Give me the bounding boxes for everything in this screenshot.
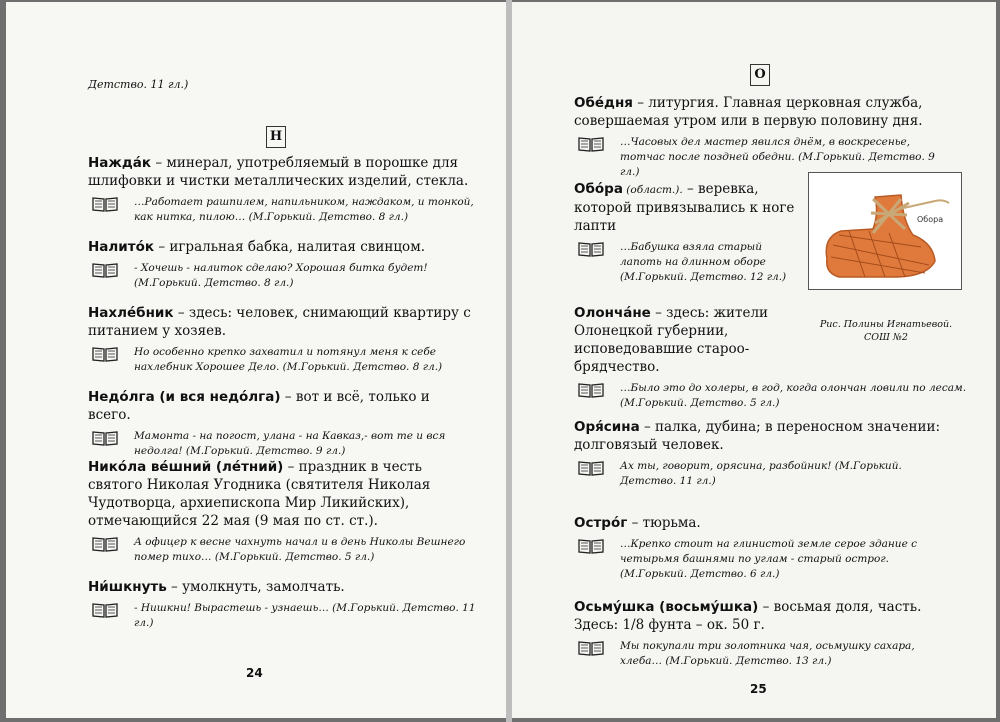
entry-term: Обе́дня [574, 95, 633, 111]
dictionary-entry [88, 458, 476, 565]
book-icon [92, 196, 118, 212]
entry-quote: …Часовых дел мастер явился днём, в воскресенье, тотчас после поздней обедни. (М.Горький. Детство. 9 гл.) [620, 136, 935, 178]
dictionary-entry [88, 238, 476, 291]
dictionary-entry [88, 304, 476, 375]
entry-term: Недо́лга (и вся недо́лга) [88, 389, 281, 405]
entry-definition: – праздник в честь святого Николая Угодника (святителя Николая Чудотворца, архиепископа Мир Ликийских), отмечающийся 22 мая (9 мая по ст. ст.). [88, 459, 431, 529]
page-number: 25 [750, 682, 767, 696]
entry-definition: – здесь: жители Олонецкой губернии, исповедовавшие старообрядчество. [574, 305, 769, 375]
illustration-caption: Рис. Полины Игнатьевой. СОШ №2 [819, 319, 953, 343]
dictionary-entry [88, 388, 476, 459]
dictionary-entry [88, 578, 476, 631]
book-icon [92, 346, 118, 362]
entry-quote: Мы покупали три золотника чая, осьмушку сахара, хлеба… (М.Горький. Детство. 13 гл.) [620, 640, 915, 667]
dictionary-entry [574, 94, 952, 180]
entry-definition: – здесь: человек, снимающий квартиру с питанием у хозяев. [88, 305, 471, 339]
dictionary-entry [88, 154, 476, 225]
entry-quote: А офицер к весне чахнуть начал и в день Николы Вешнего помер тихо… (М.Горький. Детство. 5 гл.) [134, 536, 466, 563]
book-icon [578, 640, 604, 656]
book-icon [92, 536, 118, 552]
entry-quote: - Нишкни! Вырастешь - узнаешь… (М.Горький. Детство. 11 гл.) [134, 602, 476, 629]
entry-definition: – веревка, которой привязывались к ноге лапти [574, 181, 795, 234]
entry-term: Ни́шкнуть [88, 579, 167, 595]
entry-definition: – минерал, употребляемый в порошке для шлифовки и чистки металлических изделий, стекла. [88, 155, 469, 189]
entry-quote: Но особенно крепко захватил и потянул меня к себе нахлебник Хорошее Дело. (М.Горький. Детство. 8 гл.) [134, 346, 443, 373]
entry-quote: …Работает рашпилем, напильником, наждаком, и тонкой, как нитка, пилою… (М.Горький. Детство. 8 гл.) [134, 196, 474, 223]
bast-shoe-illustration [808, 172, 962, 290]
book-icon [578, 460, 604, 476]
book-icon [578, 136, 604, 152]
page-number: 24 [246, 666, 263, 680]
entry-definition: – вот и всё, только и всего. [88, 389, 430, 423]
entry-definition: – умолкнуть, замолчать. [166, 579, 345, 595]
entry-term: Нахле́бник [88, 305, 174, 321]
letter-heading: О [750, 64, 770, 86]
entry-definition: – литургия. Главная церковная служба, совершаемая утром или в первую половину дня. [574, 95, 923, 129]
entry-note: (област.). [622, 184, 683, 196]
entry-term: Обо́ра [574, 181, 623, 197]
entry-quote: Мамонта - на погост, улана - на Кавказ,- вот те и вся недолга! (М.Горький. Детство. 9 гл.) [134, 430, 446, 457]
entry-term: Нико́ла ве́шний (ле́тний) [88, 459, 284, 475]
dictionary-entry [574, 514, 952, 582]
dictionary-entry [574, 598, 952, 669]
entry-term: Налито́к [88, 239, 155, 255]
book-icon [92, 262, 118, 278]
entry-quote: …Крепко стоит на глинистой земле серое здание с четырьмя башнями по углам - старый острог. (М.Горький. Детство. 6 гл.) [620, 538, 917, 580]
right-page [512, 2, 996, 718]
dictionary-entry [574, 418, 952, 489]
book-icon [92, 602, 118, 618]
entry-definition: – тюрьма. [627, 515, 701, 531]
entry-term: Олонча́не [574, 305, 651, 321]
entry-term: Осьму́шка (восьму́шка) [574, 599, 759, 615]
entry-quote: Ах ты, говорит, орясина, разбойник! (М.Горький. Детство. 11 гл.) [620, 460, 902, 487]
book-icon [578, 382, 604, 398]
illustration-label: Обора [917, 215, 944, 224]
dictionary-entry [574, 180, 800, 285]
entry-quote: - Хочешь - налиток сделаю? Хорошая битка будет! (М.Горький. Детство. 8 гл.) [134, 262, 428, 289]
entry-term: Оря́сина [574, 419, 640, 435]
book-icon [578, 241, 604, 257]
entry-definition: – игральная бабка, налитая свинцом. [154, 239, 425, 255]
entry-quote: …Бабушка взяла старый лапоть на длинном оборе (М.Горький. Детство. 12 гл.) [620, 241, 787, 283]
entry-term: Остро́г [574, 515, 628, 531]
bast-shoe-drawing [809, 173, 961, 289]
letter-heading: Н [266, 126, 286, 148]
book-icon [92, 430, 118, 446]
left-page [6, 2, 506, 718]
entry-definition: – палка, дубина; в переносном значении: долговязый человек. [574, 419, 940, 453]
book-icon [578, 538, 604, 554]
continuation-source: Детство. 11 гл.) [88, 78, 189, 91]
entry-definition: – восьмая доля, часть. Здесь: 1/8 фунта – ок. 50 г. [574, 599, 922, 633]
entry-term: Нажда́к [88, 155, 152, 171]
entry-quote: …Было это до холеры, в год, когда олончан ловили по лесам. (М.Горький. Детство. 5 гл.) [620, 382, 967, 409]
